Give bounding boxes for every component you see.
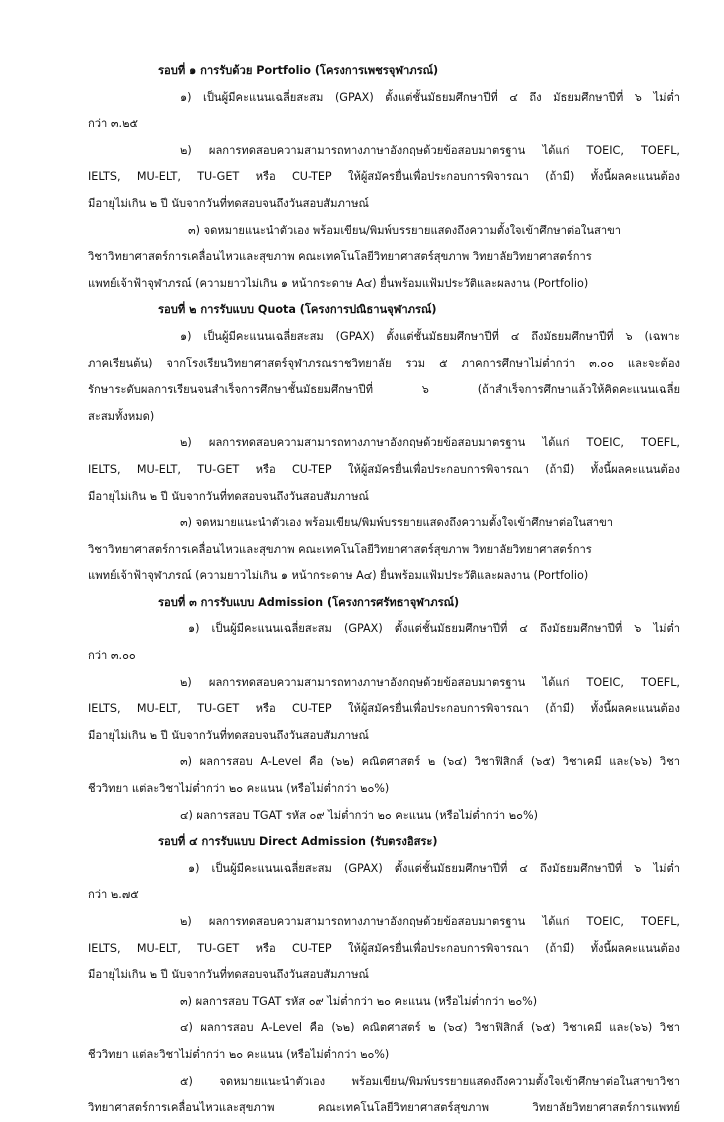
paragraph-line: แพทย์เจ้าฟ้าจุฬาภรณ์ (ความยาวไม่เกิน ๑ หน้ากระดาษ A๔) ยื่นพร้อมแฟ้มประวัติและผลงาน (Portfolio): [88, 276, 589, 290]
paragraph-line: IELTS, MU-ELT, TU-GET หรือ CU-TEP ให้ผู้สมัครยื่นเพื่อประกอบการพิจารณา (ถ้ามี) ทั้งนี้ผลคะแนนต้อง: [88, 941, 680, 955]
paragraph-line: แพทย์เจ้าฟ้าจุฬาภรณ์ (ความยาวไม่เกิน ๑ หน้ากระดาษ A๔) ยื่นพร้อมแฟ้มประวัติและผลงาน (Portfolio): [88, 569, 589, 583]
paragraph-line: ๒) ผลการทดสอบความสามารถทางภาษาอังกฤษด้วยข้อสอบมาตรฐาน ได้แก่ TOEIC, TOEFL,: [180, 143, 680, 157]
paragraph-line: ๒) ผลการทดสอบความสามารถทางภาษาอังกฤษด้วยข้อสอบมาตรฐาน ได้แก่ TOEIC, TOEFL,: [180, 915, 680, 928]
paragraph-line: ๔) ผลการสอบ TGAT รหัส ๐๙ ไม่ต่ำกว่า ๒๐ คะแนน (หรือไม่ต่ำกว่า ๒๐%): [180, 808, 538, 822]
paragraph-line: ชีววิทยา แต่ละวิชาไม่ต่ำกว่า ๒๐ คะแนน (หรือไม่ต่ำกว่า ๒๐%): [88, 782, 390, 796]
section-heading: รอบที่ ๑ การรับด้วย Portfolio (โครงการเพชรจุฬาภรณ์): [158, 64, 439, 77]
section-heading: รอบที่ ๔ การรับแบบ Direct Admission (รับตรงอิสระ): [158, 835, 438, 849]
paragraph-line: ๒) ผลการทดสอบความสามารถทางภาษาอังกฤษด้วยข้อสอบมาตรฐาน ได้แก่ TOEIC, TOEFL,: [180, 436, 680, 450]
paragraph-line: กว่า ๓.๐๐: [88, 649, 136, 663]
paragraph-line: ภาคเรียนต้น) จากโรงเรียนวิทยาศาสตร์จุฬาภรณราชวิทยาลัย รวม ๕ ภาคการศึกษาไม่ต่ำกว่า ๓.๐๐ และจะต้อง: [88, 356, 680, 370]
paragraph-line: ๑) เป็นผู้มีคะแนนเฉลี่ยสะสม (GPAX) ตั้งแต่ชั้นมัธยมศึกษาปีที่ ๔ ถึงมัธยมศึกษาปีที่ ๖ ไม่ต่ำ: [188, 861, 680, 875]
paragraph-line: ๔) ผลการสอบ A-Level คือ (๖๒) คณิตศาสตร์ ๒ (๖๔) วิชาฟิสิกส์ (๖๕) วิชาเคมี และ(๖๖) วิชา: [180, 1021, 680, 1035]
paragraph-line: กว่า ๒.๗๕: [88, 888, 139, 902]
paragraph-line: รักษาระดับผลการเรียนจนสำเร็จการศึกษาชั้นมัธยมศึกษาปีที่ ๖ (ถ้าสำเร็จการศึกษาแล้วให้คิดคะแนนเฉลี่ย: [88, 383, 680, 397]
paragraph-line: ๓) ผลการสอบ TGAT รหัส ๐๙ ไม่ต่ำกว่า ๒๐ คะแนน (หรือไม่ต่ำกว่า ๒๐%): [180, 994, 538, 1008]
document-body: [88, 58, 680, 1122]
paragraph-line: สะสมทั้งหมด): [88, 409, 155, 423]
paragraph-line: มีอายุไม่เกิน ๒ ปี นับจากวันที่ทดสอบจนถึงวันสอบสัมภาษณ์: [88, 489, 369, 503]
paragraph-line: มีอายุไม่เกิน ๒ ปี นับจากวันที่ทดสอบจนถึงวันสอบสัมภาษณ์: [88, 968, 369, 982]
paragraph-line: มีอายุไม่เกิน ๒ ปี นับจากวันที่ทดสอบจนถึงวันสอบสัมภาษณ์: [88, 728, 369, 742]
paragraph-line: IELTS, MU-ELT, TU-GET หรือ CU-TEP ให้ผู้สมัครยื่นเพื่อประกอบการพิจารณา (ถ้ามี) ทั้งนี้ผลคะแนนต้อง: [88, 462, 680, 476]
paragraph-line: IELTS, MU-ELT, TU-GET หรือ CU-TEP ให้ผู้สมัครยื่นเพื่อประกอบการพิจารณา (ถ้ามี) ทั้งนี้ผลคะแนนต้อง: [88, 170, 680, 184]
paragraph-line: มีอายุไม่เกิน ๒ ปี นับจากวันที่ทดสอบจนถึงวันสอบสัมภาษณ์: [88, 196, 369, 210]
paragraph-line: วิชาวิทยาศาสตร์การเคลื่อนไหวและสุขภาพ คณะเทคโนโลยีวิทยาศาสตร์สุขภาพ วิทยาลัยวิทยาศาสตร์การ: [88, 542, 592, 556]
paragraph-line: ๒) ผลการทดสอบความสามารถทางภาษาอังกฤษด้วยข้อสอบมาตรฐาน ได้แก่ TOEIC, TOEFL,: [180, 675, 680, 689]
paragraph-line: วิทยาศาสตร์การเคลื่อนไหวและสุขภาพ คณะเทคโนโลยีวิทยาศาสตร์สุขภาพ วิทยาลัยวิทยาศาสตร์การแพทย์: [88, 1101, 680, 1115]
paragraph-line: กว่า ๓.๒๕: [88, 117, 138, 131]
section-heading: รอบที่ ๒ การรับแบบ Quota (โครงการปณิธานจุฬาภรณ์): [158, 303, 437, 317]
paragraph-line: ๓) จดหมายแนะนำตัวเอง พร้อมเขียน/พิมพ์บรรยายแสดงถึงความตั้งใจเข้าศึกษาต่อในสาขา: [188, 223, 622, 237]
paragraph-line: วิชาวิทยาศาสตร์การเคลื่อนไหวและสุขภาพ คณะเทคโนโลยีวิทยาศาสตร์สุขภาพ วิทยาลัยวิทยาศาสตร์การ: [88, 250, 592, 264]
paragraph-line: ชีววิทยา แต่ละวิชาไม่ต่ำกว่า ๒๐ คะแนน (หรือไม่ต่ำกว่า ๒๐%): [88, 1047, 390, 1061]
section-heading: รอบที่ ๓ การรับแบบ Admission (โครงการศรัทธาจุฬาภรณ์): [158, 595, 460, 609]
paragraph-line: IELTS, MU-ELT, TU-GET หรือ CU-TEP ให้ผู้สมัครยื่นเพื่อประกอบการพิจารณา (ถ้ามี) ทั้งนี้ผลคะแนนต้อง: [88, 702, 680, 716]
paragraph-line: ๕) จดหมายแนะนำตัวเอง พร้อมเขียน/พิมพ์บรรยายแสดงถึงความตั้งใจเข้าศึกษาต่อในสาขาวิชา: [180, 1074, 680, 1088]
paragraph-line: ๓) ผลการสอบ A-Level คือ (๖๒) คณิตศาสตร์ ๒ (๖๔) วิชาฟิสิกส์ (๖๕) วิชาเคมี และ(๖๖) วิชา: [180, 755, 680, 769]
paragraph-line: ๑) เป็นผู้มีคะแนนเฉลี่ยสะสม (GPAX) ตั้งแต่ชั้นมัธยมศึกษาปีที่ ๔ ถึงมัธยมศึกษาปีที่ ๖ ไม่ต่ำ: [188, 622, 680, 636]
paragraph-line: ๑) เป็นผู้มีคะแนนเฉลี่ยสะสม (GPAX) ตั้งแต่ชั้นมัธยมศึกษาปีที่ ๔ ถึงมัธยมศึกษาปีที่ ๖ (เฉพาะ: [180, 329, 680, 343]
paragraph-line: ๑) เป็นผู้มีคะแนนเฉลี่ยสะสม (GPAX) ตั้งแต่ชั้นมัธยมศึกษาปีที่ ๔ ถึง มัธยมศึกษาปีที่ ๖ ไม่ต่ำ: [180, 90, 680, 104]
paragraph-line: ๓) จดหมายแนะนำตัวเอง พร้อมเขียน/พิมพ์บรรยายแสดงถึงความตั้งใจเข้าศึกษาต่อในสาขา: [180, 516, 614, 530]
